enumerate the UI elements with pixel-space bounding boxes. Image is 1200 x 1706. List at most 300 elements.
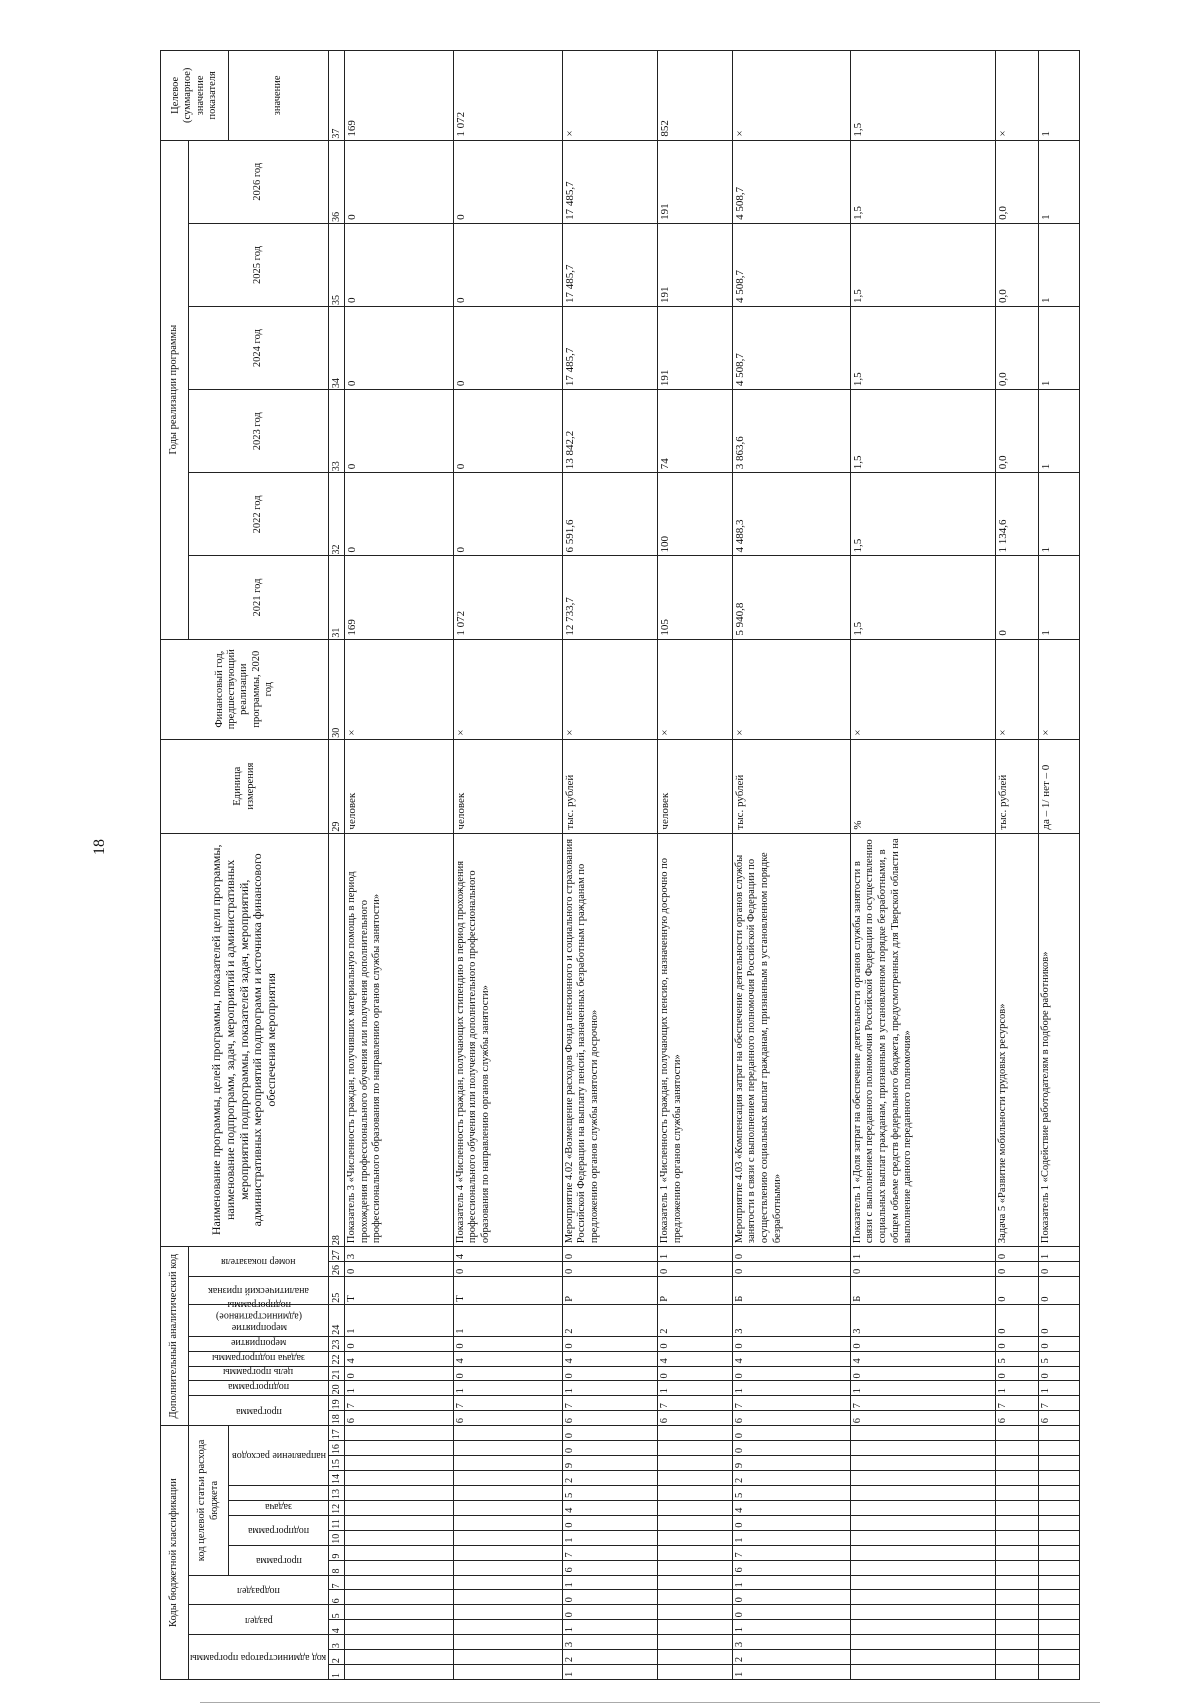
header-a-sign: аналитический признак [208,1285,309,1297]
table-row [850,51,995,1680]
code-cell: 0 [562,1605,657,1620]
header-section: раздел [244,1614,273,1626]
target-value-cell: 852 [658,51,733,141]
column-number: 9 [329,1545,345,1560]
code-cell [850,1456,995,1471]
rotated-table-container [160,50,1080,1680]
code-cell [1039,1575,1080,1590]
code-cell: 0 [732,1515,850,1530]
code-cell: 0 [345,1262,454,1277]
code-cell [1039,1665,1080,1680]
header-a-subprogram: подпрограмма [227,1381,290,1393]
column-numbers-row [329,51,345,1680]
code-cell: 5 [732,1486,850,1501]
column-number: 1 [329,1665,345,1680]
code-cell [996,1471,1039,1486]
code-cell [345,1456,454,1471]
column-number: 5 [329,1605,345,1620]
column-number: 36 [329,140,345,223]
code-cell: 3 [732,1304,850,1336]
code-cell: 0 [658,1366,733,1381]
table-row [345,51,454,1680]
code-cell [345,1650,454,1665]
code-cell [1039,1441,1080,1456]
unit-cell: да – 1/ нет – 0 [1039,739,1080,833]
fin-year-cell: × [850,639,995,739]
code-cell: 1 [732,1620,850,1635]
header-fin-year: Финансовый год, предшествующий реализации программы, 2020 год [161,639,329,739]
code-cell: 2 [732,1471,850,1486]
name-cell: Показатель 1 «Численность граждан, получающих пенсию, назначенную досрочно по предложению органов службы занятости» [658,833,733,1247]
year-value-cell: 0 [345,473,454,556]
code-cell: 0 [345,1336,454,1351]
code-cell: 7 [732,1396,850,1411]
code-cell: 1 [1039,1247,1080,1262]
code-cell [453,1471,562,1486]
unit-cell: тыс. рублей [562,739,657,833]
table-row [562,51,657,1680]
year-value-cell: 0 [345,223,454,306]
column-number: 3 [329,1635,345,1650]
code-cell [345,1605,454,1620]
code-cell: 2 [562,1471,657,1486]
header-admin-code: код администратора программы [190,1651,327,1663]
column-number: 10 [329,1530,345,1545]
code-cell [850,1426,995,1441]
column-number: 23 [329,1336,345,1351]
code-cell [1039,1605,1080,1620]
year-value-cell: 1 [1039,390,1080,473]
code-cell [1039,1590,1080,1605]
column-number: 35 [329,223,345,306]
code-cell [453,1605,562,1620]
code-cell [1039,1471,1080,1486]
code-cell [453,1575,562,1590]
year-value-cell: 0,0 [996,307,1039,390]
code-cell: 1 [453,1304,562,1336]
code-cell [453,1515,562,1530]
code-cell: 1 [562,1530,657,1545]
year-value-cell: 0 [453,223,562,306]
code-cell [996,1426,1039,1441]
code-cell: 0 [732,1366,850,1381]
code-cell: 1 [562,1620,657,1635]
code-cell: 6 [453,1411,562,1426]
year-value-cell: 4 508,7 [732,307,850,390]
year-value-cell: 105 [658,556,733,639]
code-cell [453,1590,562,1605]
unit-cell: тыс. рублей [996,739,1039,833]
year-value-cell: 169 [345,556,454,639]
code-cell: 6 [732,1560,850,1575]
column-number: 13 [329,1486,345,1501]
code-cell [850,1545,995,1560]
code-cell [1039,1560,1080,1575]
code-cell [453,1456,562,1471]
header-a-task: задача подпрограммы [212,1351,305,1363]
column-number: 24 [329,1304,345,1336]
code-cell: 7 [850,1396,995,1411]
code-cell [345,1441,454,1456]
code-cell: 0 [732,1605,850,1620]
code-cell: 6 [562,1560,657,1575]
code-cell [658,1441,733,1456]
target-value-cell: 169 [345,51,454,141]
code-cell: 0 [453,1336,562,1351]
code-cell: 0 [562,1441,657,1456]
year-value-cell: 6 591,6 [562,473,657,556]
year-value-cell: 1,5 [850,556,995,639]
code-cell: 6 [732,1411,850,1426]
code-cell: 0 [996,1247,1039,1262]
code-cell [345,1530,454,1545]
column-number: 21 [329,1366,345,1381]
year-value-cell: 1,5 [850,307,995,390]
year-value-cell: 191 [658,307,733,390]
name-cell: Мероприятие 4.03 «Компенсация затрат на обеспечение деятельности органов службы занятости в связи с выполнением переданного полномочия Российской Федерации по осуществлению социальных выплат гражданам, признанным в установленном порядке безработными» [732,833,850,1247]
header-subprogram: подпрограмма [247,1525,310,1537]
code-cell [996,1650,1039,1665]
code-cell: 0 [562,1336,657,1351]
year-value-cell: 0,0 [996,223,1039,306]
code-cell: 1 [345,1304,454,1336]
year-value-cell: 1 [1039,307,1080,390]
code-cell: Т [453,1277,562,1305]
code-cell: 0 [732,1426,850,1441]
code-cell: 4 [562,1351,657,1366]
code-cell [658,1530,733,1545]
code-cell [850,1500,995,1515]
code-cell [345,1620,454,1635]
year-value-cell: 0 [453,307,562,390]
year-value-cell: 12 733,7 [562,556,657,639]
code-cell [453,1650,562,1665]
code-cell: 3 [850,1304,995,1336]
code-cell [996,1605,1039,1620]
code-cell: 0 [562,1262,657,1277]
code-cell: 1 [562,1575,657,1590]
header-y2025: 2025 год [189,223,329,306]
fin-year-cell: × [658,639,733,739]
code-cell: 0 [850,1336,995,1351]
fin-year-cell: × [345,639,454,739]
code-cell: 0 [732,1441,850,1456]
column-number: 30 [329,639,345,739]
code-cell [850,1486,995,1501]
code-cell [658,1456,733,1471]
code-cell [453,1665,562,1680]
code-cell [996,1500,1039,1515]
code-cell [996,1620,1039,1635]
code-cell [453,1560,562,1575]
fin-year-cell: × [996,639,1039,739]
code-cell: 7 [562,1545,657,1560]
code-cell: 0 [658,1336,733,1351]
code-cell [1039,1426,1080,1441]
header-y2024: 2024 год [189,307,329,390]
code-cell: 0 [850,1366,995,1381]
code-cell: 0 [562,1590,657,1605]
code-cell: 1 [562,1665,657,1680]
code-cell [1039,1486,1080,1501]
code-cell: 0 [658,1262,733,1277]
code-cell [658,1426,733,1441]
code-cell [1039,1635,1080,1650]
code-cell: 0 [996,1262,1039,1277]
table-row [996,51,1039,1680]
fin-year-cell: × [562,639,657,739]
target-value-cell: × [732,51,850,141]
code-cell: 0 [562,1426,657,1441]
code-cell [658,1471,733,1486]
header-subsection: подраздел [237,1584,280,1596]
header-a-program: программа [235,1405,282,1417]
code-cell: 0 [1039,1262,1080,1277]
code-cell: 6 [996,1411,1039,1426]
name-cell: Задача 5 «Развитие мобильности трудовых ресурсов» [996,833,1039,1247]
year-value-cell: 4 508,7 [732,223,850,306]
code-cell: 2 [562,1650,657,1665]
year-value-cell: 13 842,2 [562,390,657,473]
column-number: 34 [329,307,345,390]
code-cell [850,1605,995,1620]
code-cell [850,1441,995,1456]
header-budget-codes: Коды бюджетной классификации [161,1426,189,1680]
scan-edge-line [200,1702,1100,1703]
header-y2023: 2023 год [189,390,329,473]
year-value-cell: 4 488,3 [732,473,850,556]
target-value-cell: 1 [1039,51,1080,141]
code-cell: 4 [453,1247,562,1262]
header-y2026: 2026 год [189,140,329,223]
code-cell [850,1590,995,1605]
header-value: значение [229,51,329,141]
code-cell: 4 [453,1351,562,1366]
target-value-cell: 1 072 [453,51,562,141]
code-cell [453,1486,562,1501]
code-cell [453,1500,562,1515]
code-cell [453,1441,562,1456]
code-cell [658,1486,733,1501]
code-cell [996,1665,1039,1680]
code-cell [996,1441,1039,1456]
code-cell [1039,1620,1080,1635]
code-cell [996,1545,1039,1560]
code-cell: Б [732,1277,850,1305]
code-cell: 7 [732,1545,850,1560]
code-cell [658,1620,733,1635]
code-cell [453,1635,562,1650]
year-value-cell: 1 134,6 [996,473,1039,556]
code-cell [345,1426,454,1441]
code-cell: 1 [562,1381,657,1396]
table-row [658,51,733,1680]
code-cell: Т [345,1277,454,1305]
code-cell: 0 [453,1262,562,1277]
unit-cell: человек [658,739,733,833]
code-cell [1039,1545,1080,1560]
code-cell [658,1545,733,1560]
year-value-cell: 1 [1039,223,1080,306]
year-value-cell: 0,0 [996,390,1039,473]
table-row [1039,51,1080,1680]
code-cell [996,1590,1039,1605]
unit-cell: человек [345,739,454,833]
column-number: 33 [329,390,345,473]
year-value-cell: 17 485,7 [562,223,657,306]
code-cell: 4 [345,1351,454,1366]
year-value-cell: 1,5 [850,473,995,556]
code-cell: 0 [996,1366,1039,1381]
code-cell: 6 [562,1411,657,1426]
target-value-cell: × [996,51,1039,141]
code-cell: 0 [1039,1304,1080,1336]
column-number: 12 [329,1500,345,1515]
code-cell: Б [850,1277,995,1305]
code-cell [996,1575,1039,1590]
code-cell: 0 [345,1366,454,1381]
code-cell [658,1515,733,1530]
code-cell: 1 [996,1381,1039,1396]
column-number: 8 [329,1560,345,1575]
year-value-cell: 1,5 [850,223,995,306]
code-cell: 3 [732,1635,850,1650]
year-value-cell: 74 [658,390,733,473]
code-cell [658,1605,733,1620]
unit-cell: тыс. рублей [732,739,850,833]
year-value-cell: 17 485,7 [562,140,657,223]
code-cell [850,1620,995,1635]
code-cell [658,1575,733,1590]
code-cell [996,1635,1039,1650]
name-cell: Показатель 4 «Численность граждан, получающих стипендию в период прохождения профессионального обучения или получения дополнительного профессионального образования по направлению органов службы занятости» [453,833,562,1247]
code-cell: 0 [1039,1336,1080,1351]
year-value-cell: 17 485,7 [562,307,657,390]
code-cell: 1 [732,1665,850,1680]
header-target: Целевое (суммарное) значение показателя [161,51,229,141]
code-cell: 1 [658,1247,733,1262]
page-number: 18 [91,839,108,855]
year-value-cell: 0 [345,307,454,390]
code-cell: Р [562,1277,657,1305]
header-analytic-code: Дополнительный аналитический код [161,1247,189,1426]
code-cell [658,1635,733,1650]
code-cell [996,1530,1039,1545]
year-value-cell: 1,5 [850,140,995,223]
year-value-cell: 0 [996,556,1039,639]
code-cell: 7 [453,1396,562,1411]
code-cell [850,1560,995,1575]
header-a-goal: цель программы [223,1366,294,1378]
header-program: программа [255,1554,302,1566]
header-years: Годы реализации программы [161,140,189,639]
code-cell: 5 [996,1351,1039,1366]
header-a-indicator: номер показателя [221,1256,296,1268]
code-cell [1039,1530,1080,1545]
column-number: 27 [329,1247,345,1262]
code-cell: 6 [345,1411,454,1426]
code-cell: 0 [996,1336,1039,1351]
code-cell [850,1471,995,1486]
year-value-cell: 0 [453,140,562,223]
year-value-cell: 0,0 [996,140,1039,223]
code-cell: 0 [453,1366,562,1381]
code-cell [1039,1515,1080,1530]
year-value-cell: 191 [658,140,733,223]
code-cell [345,1545,454,1560]
code-cell: 4 [732,1500,850,1515]
program-table [160,50,1080,1680]
code-cell [345,1590,454,1605]
year-value-cell: 191 [658,223,733,306]
code-cell: 0 [732,1590,850,1605]
column-number: 11 [329,1515,345,1530]
code-cell: 0 [562,1247,657,1262]
code-cell [345,1575,454,1590]
code-cell [1039,1456,1080,1471]
code-cell: 0 [850,1262,995,1277]
code-cell: 1 [1039,1381,1080,1396]
code-cell: 7 [996,1396,1039,1411]
code-cell [850,1665,995,1680]
code-cell: 1 [732,1381,850,1396]
code-cell: 7 [658,1396,733,1411]
column-number: 29 [329,739,345,833]
column-number: 26 [329,1262,345,1277]
table-row [453,51,562,1680]
column-number: 28 [329,833,345,1247]
code-cell [453,1530,562,1545]
column-number: 31 [329,556,345,639]
header-a-admin-event: мероприятие (административное) подпрограммы [215,1298,302,1333]
column-number: 25 [329,1277,345,1305]
code-cell [850,1650,995,1665]
code-cell [1039,1500,1080,1515]
code-cell [1039,1650,1080,1665]
year-value-cell: 1 072 [453,556,562,639]
fin-year-cell: × [1039,639,1080,739]
code-cell [996,1560,1039,1575]
header-name: Наименование программы, целей программы, показателей цели программы, наименование подпрограмм, задач, мероприятий и административных мероприятий подпрограммы, показателей задач, мероприятий, административных мероприятий подпрограмм и источника финансового обеспечения мероприятия [161,833,329,1247]
name-cell: Показатель 1 «Содействие работодателям в подборе работников» [1039,833,1080,1247]
code-cell: 0 [1039,1366,1080,1381]
code-cell [996,1456,1039,1471]
code-cell [996,1486,1039,1501]
year-value-cell: 100 [658,473,733,556]
code-cell [345,1500,454,1515]
code-cell: 2 [658,1304,733,1336]
column-number: 18 [329,1411,345,1426]
column-number: 20 [329,1381,345,1396]
column-number: 14 [329,1471,345,1486]
code-cell: 3 [562,1635,657,1650]
code-cell: 0 [996,1277,1039,1305]
code-cell [850,1575,995,1590]
code-cell: 1 [658,1381,733,1396]
year-value-cell: 1 [1039,140,1080,223]
column-number: 15 [329,1456,345,1471]
unit-cell: человек [453,739,562,833]
fin-year-cell: × [732,639,850,739]
code-cell: 0 [732,1336,850,1351]
code-cell [658,1650,733,1665]
code-cell [850,1515,995,1530]
table-row [732,51,850,1680]
year-value-cell: 5 940,8 [732,556,850,639]
name-cell: Показатель 1 «Доля затрат на обеспечение деятельности органов службы занятости в связи с выполнением переданного полномочия Российской Федерации по осуществлению социальных выплат гражданам, признанным в установленном порядке безработными, в общем объеме средств федерального бюджета, предусмотренных для Тверской области на выполнение данного переданного полномочия» [850,833,995,1247]
code-cell: 1 [732,1575,850,1590]
code-cell: 1 [453,1381,562,1396]
